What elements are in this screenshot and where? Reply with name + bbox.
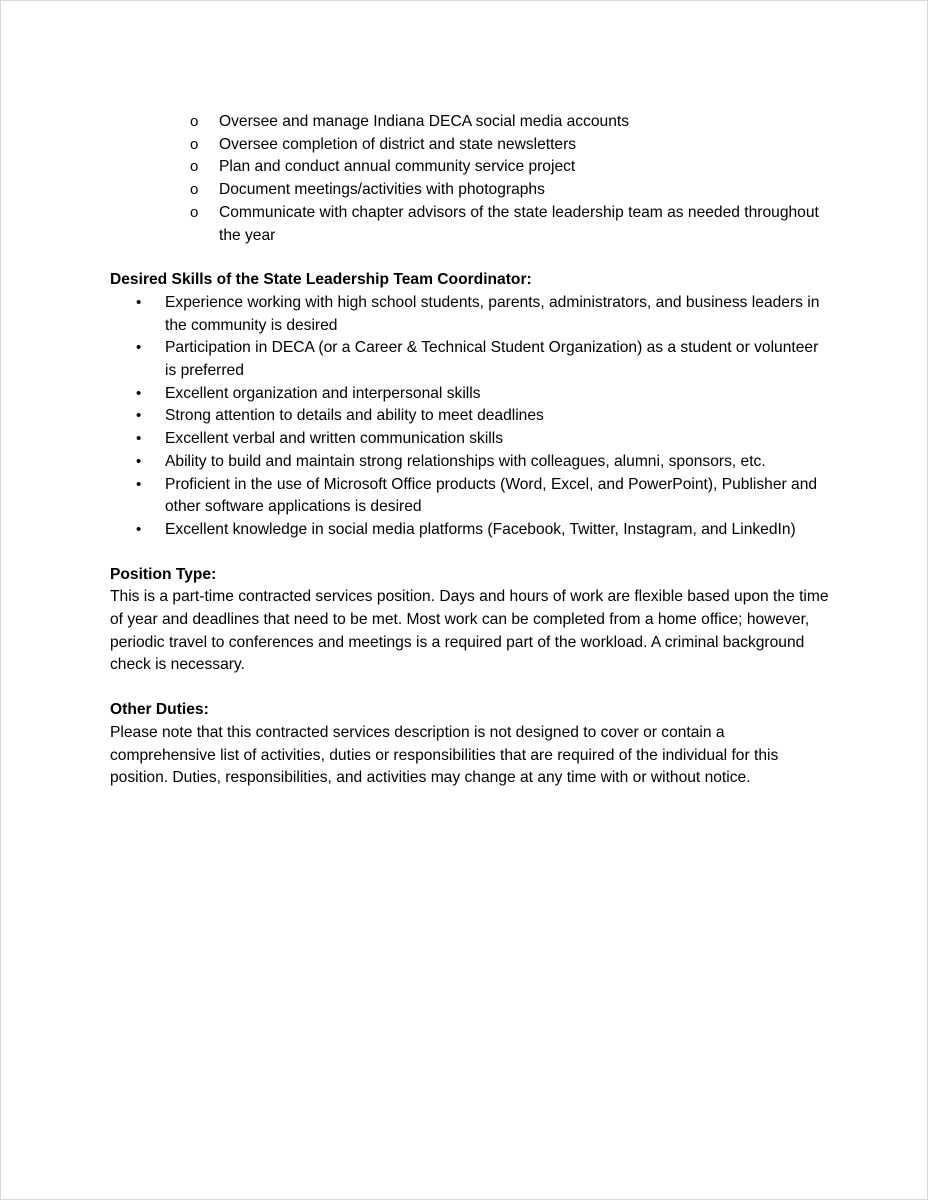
list-item: • Experience working with high school students, parents, administrators, and business leaders in the community is desired [136,293,820,334]
list-item: • Excellent knowledge in social media platforms (Facebook, Twitter, Instagram, and LinkedIn) [136,519,830,542]
skills-list [136,292,830,542]
position-type-paragraph: This is a part-time contracted services position. Days and hours of work are flexible based upon the time of year and deadlines that need to be met. Most work can be completed from a home office; however, periodic travel to conferences and meetings is a required part of the workload. A criminal background check is necessary. [110,588,829,674]
circle-bullet-icon: o [190,158,199,176]
list-item: o Plan and conduct annual community service project [190,156,830,179]
bullet-icon: • [136,430,142,448]
responsibilities-sub-list [190,111,830,247]
list-item: o Communicate with chapter advisors of the state leadership team as needed throughout the year [190,203,819,244]
bullet-icon: • [136,293,142,311]
document-body [110,111,830,790]
list-item: • Strong attention to details and ability to meet deadlines [136,405,830,428]
other-duties-heading: Other Duties: [110,701,209,719]
list-item: o Oversee and manage Indiana DECA social media accounts [190,111,830,134]
bullet-icon: • [136,339,142,357]
bullet-icon: • [136,475,142,493]
list-item: o Oversee completion of district and state newsletters [190,134,830,157]
list-item: • Proficient in the use of Microsoft Office products (Word, Excel, and PowerPoint), Publisher and other software applications is desired [136,475,818,516]
circle-bullet-icon: o [190,135,199,153]
skills-heading: Desired Skills of the State Leadership Team Coordinator: [110,271,532,289]
circle-bullet-icon: o [190,203,199,221]
list-item: o Document meetings/activities with photographs [190,179,830,202]
bullet-icon: • [136,520,142,538]
circle-bullet-icon: o [190,181,199,199]
list-item: • Excellent verbal and written communication skills [136,428,830,451]
bullet-icon: • [136,407,142,425]
other-duties-paragraph: Please note that this contracted services description is not designed to cover or contain a comprehensive list of activities, duties or responsibilities that are required of the individual for this position. Duties, responsibilities, and activities may change at any time with or without notice. [110,723,779,787]
list-item: • Excellent organization and interpersonal skills [136,383,830,406]
bullet-icon: • [136,384,142,402]
position-type-heading: Position Type: [110,565,217,583]
circle-bullet-icon: o [190,113,199,130]
list-item: • Ability to build and maintain strong relationships with colleagues, alumni, sponsors, etc. [136,451,830,474]
bullet-icon: • [136,452,142,470]
list-item: • Participation in DECA (or a Career & Technical Student Organization) as a student or volunteer is preferred [136,339,819,380]
